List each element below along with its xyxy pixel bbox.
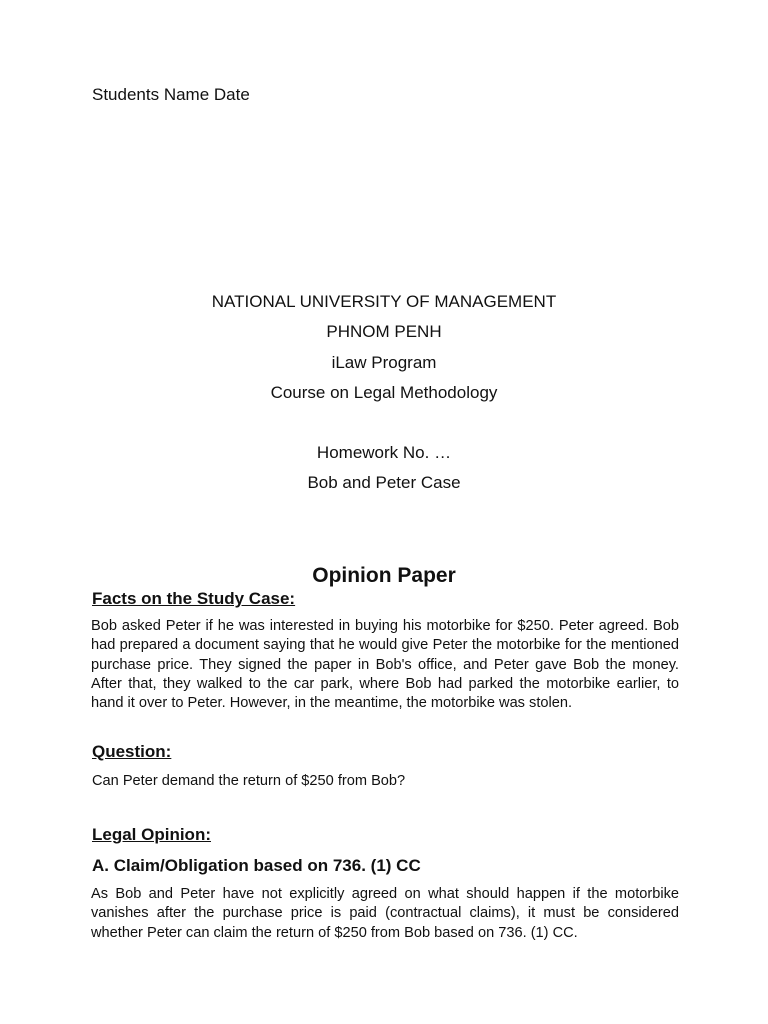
facts-paragraph: Bob asked Peter if he was interested in buying his motorbike for $250. Peter agreed. Bob had prepared a document saying that he would give Peter the motorbike for the mentioned purchase price. They signed the paper in Bob's office, and Peter gave Bob the money. After that, they walked to the car park, where Bob had parked the motorbike earlier, to hand it over to Peter. However, in the meantime, the motorbike was stolen. [91,618,679,712]
question-heading: Question: [92,742,172,761]
program-name: iLaw Program [331,353,437,372]
question-paragraph: Can Peter demand the return of $250 from Bob? [92,773,406,789]
claim-subheading: A. Claim/Obligation based on 736. (1) CC [92,856,421,875]
city-name: PHNOM PENH [326,322,442,341]
homework-number: Homework No. … [316,443,452,462]
university-name: NATIONAL UNIVERSITY OF MANAGEMENT [211,292,557,311]
document-title: Opinion Paper [312,564,456,587]
student-name-date: Students Name Date [92,85,250,104]
facts-heading: Facts on the Study Case: [92,589,296,608]
legal-opinion-heading: Legal Opinion: [92,825,211,844]
case-name: Bob and Peter Case [307,473,461,492]
legal-opinion-paragraph: As Bob and Peter have not explicitly agreed on what should happen if the motorbike vanishes after the purchase price is paid (contractual claims), it must be considered whether Peter can claim the return of $250 from Bob based on 736. (1) CC. [91,886,679,941]
course-name: Course on Legal Methodology [270,383,498,402]
